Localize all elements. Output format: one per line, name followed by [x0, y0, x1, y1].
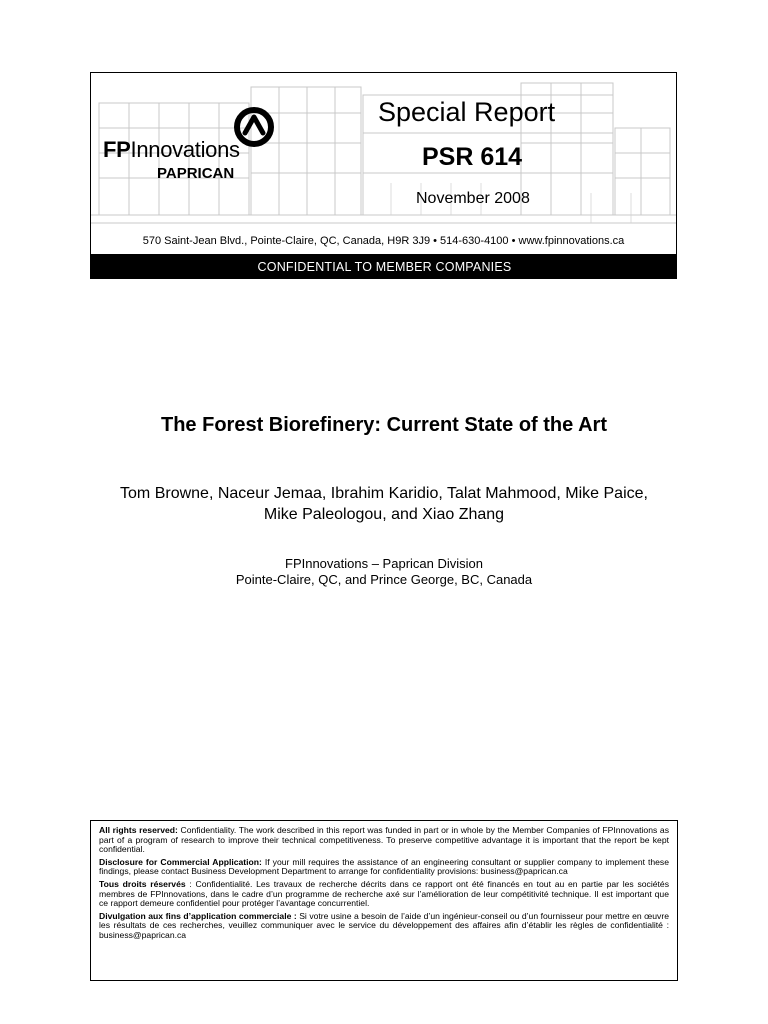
brand-prefix: FP — [103, 137, 131, 162]
legal-paragraph — [99, 858, 669, 877]
legal-text: If your mill requires the assistance of an engineering consultant or supplier company to implement these findings, please contact Business Development Department to arrange for confidentiality provisions: business@paprican.ca — [99, 856, 669, 877]
legal-paragraph — [99, 826, 669, 855]
brand-suffix: Innovations — [130, 137, 240, 162]
affiliation-line-2: Pointe-Claire, QC, and Prince George, BC, Canada — [235, 572, 533, 587]
brand-name — [103, 137, 240, 163]
legal-heading: Divulgation aux fins d’application commerciale : — [99, 910, 297, 921]
legal-heading: Tous droits réservés — [99, 878, 186, 889]
legal-text: Si votre usine a besoin de l’aide d’un ingénieur-conseil ou d’un fournisseur pour mettre en œuvre les résultats de ces recherches, veuillez communiquer avec le service du développement des affaires afin d’établir les règles de confidentialité : business@paprican.ca — [99, 910, 669, 940]
brand-division: PAPRICAN — [157, 165, 235, 182]
report-header — [90, 72, 677, 279]
report-number: PSR 614 — [422, 143, 523, 171]
authors-line-1: Tom Browne, Naceur Jemaa, Ibrahim Karidio, Talat Mahmood, Mike Paice, — [120, 485, 648, 502]
report-label: Special Report — [378, 97, 556, 127]
legal-text: Confidentiality. The work described in this report was funded in part or in whole by the Member Companies of FPInnovations as part of a program of research to improve their technical competitiveness. To preserve competitive advantage it is important that the report be kept confidential. — [99, 825, 669, 855]
legal-heading: All rights reserved: — [99, 825, 178, 835]
affiliation — [0, 556, 768, 588]
legal-notice-box — [90, 820, 678, 981]
document-title: The Forest Biorefinery: Current State of the Art — [161, 414, 607, 436]
legal-paragraph — [99, 912, 669, 941]
confidential-banner: CONFIDENTIAL TO MEMBER COMPANIES — [91, 254, 677, 279]
contact-address: 570 Saint-Jean Blvd., Pointe-Claire, QC, Canada, H9R 3J9 • 514-630-4100 • www.fpinnovations.ca — [142, 235, 625, 247]
legal-paragraph — [99, 880, 669, 909]
report-date: November 2008 — [416, 190, 530, 207]
legal-heading: Disclosure for Commercial Application: — [99, 856, 262, 867]
author-list — [0, 483, 768, 525]
authors-line-2: Mike Paleologou, and Xiao Zhang — [263, 506, 505, 523]
legal-text: : Confidentialité. Les travaux de recherche décrits dans ce rapport ont été financés en tout au en partie par les sociétés membres de FPInnovations, dans le cadre d’un programme de recherche axé sur l’amélioration de leur compétitivité technique. Il est important que ce rapport demeure confidentiel pour protéger l’avantage concurrentiel. — [99, 878, 669, 909]
affiliation-line-1: FPInnovations – Paprican Division — [285, 556, 483, 571]
